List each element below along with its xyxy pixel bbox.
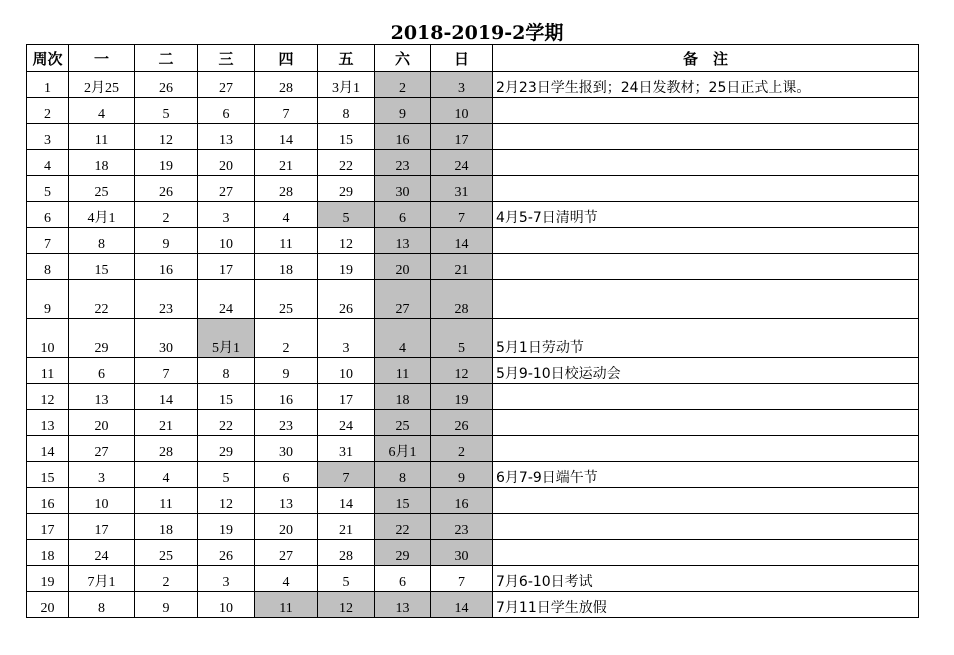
day-cell-sun: 12 xyxy=(431,358,493,384)
note-cell: 7月6-10日考试 xyxy=(493,566,919,592)
day-cell-mon: 2月25 xyxy=(69,72,135,98)
day-cell-thu: 2 xyxy=(255,319,318,358)
note-cell xyxy=(493,228,919,254)
week-number-cell: 16 xyxy=(27,488,69,514)
day-cell-wed: 27 xyxy=(198,72,255,98)
day-cell-sat: 9 xyxy=(375,98,431,124)
week-number-cell: 7 xyxy=(27,228,69,254)
day-cell-mon: 17 xyxy=(69,514,135,540)
day-cell-wed: 5月1 xyxy=(198,319,255,358)
day-cell-tue: 30 xyxy=(135,319,198,358)
week-number-cell: 19 xyxy=(27,566,69,592)
day-cell-fri: 31 xyxy=(318,436,375,462)
day-cell-wed: 26 xyxy=(198,540,255,566)
day-cell-fri: 5 xyxy=(318,566,375,592)
week-number-cell: 15 xyxy=(27,462,69,488)
day-cell-tue: 4 xyxy=(135,462,198,488)
day-cell-sat: 13 xyxy=(375,592,431,618)
day-cell-sat: 22 xyxy=(375,514,431,540)
day-cell-mon: 29 xyxy=(69,319,135,358)
day-cell-mon: 8 xyxy=(69,592,135,618)
note-cell xyxy=(493,410,919,436)
day-cell-mon: 22 xyxy=(69,280,135,319)
week-number-cell: 17 xyxy=(27,514,69,540)
day-cell-wed: 12 xyxy=(198,488,255,514)
day-cell-sat: 18 xyxy=(375,384,431,410)
day-cell-thu: 25 xyxy=(255,280,318,319)
day-cell-thu: 28 xyxy=(255,72,318,98)
note-cell xyxy=(493,254,919,280)
table-row xyxy=(27,566,919,592)
day-cell-sat: 23 xyxy=(375,150,431,176)
day-cell-mon: 7月1 xyxy=(69,566,135,592)
day-cell-sat: 4 xyxy=(375,319,431,358)
header-sat: 六 xyxy=(375,45,431,72)
day-cell-wed: 10 xyxy=(198,592,255,618)
day-cell-thu: 16 xyxy=(255,384,318,410)
header-thu: 四 xyxy=(255,45,318,72)
day-cell-fri: 28 xyxy=(318,540,375,566)
note-cell xyxy=(493,280,919,319)
table-row xyxy=(27,150,919,176)
note-cell: 7月11日学生放假 xyxy=(493,592,919,618)
day-cell-fri: 10 xyxy=(318,358,375,384)
day-cell-tue: 25 xyxy=(135,540,198,566)
day-cell-fri: 8 xyxy=(318,98,375,124)
day-cell-wed: 17 xyxy=(198,254,255,280)
table-row xyxy=(27,176,919,202)
day-cell-sun: 17 xyxy=(431,124,493,150)
day-cell-tue: 21 xyxy=(135,410,198,436)
day-cell-thu: 28 xyxy=(255,176,318,202)
table-row xyxy=(27,592,919,618)
day-cell-sun: 30 xyxy=(431,540,493,566)
table-row xyxy=(27,358,919,384)
header-tue: 二 xyxy=(135,45,198,72)
day-cell-sat: 15 xyxy=(375,488,431,514)
day-cell-sat: 16 xyxy=(375,124,431,150)
day-cell-thu: 9 xyxy=(255,358,318,384)
day-cell-fri: 26 xyxy=(318,280,375,319)
day-cell-thu: 6 xyxy=(255,462,318,488)
day-cell-mon: 27 xyxy=(69,436,135,462)
day-cell-mon: 3 xyxy=(69,462,135,488)
day-cell-fri: 17 xyxy=(318,384,375,410)
table-row xyxy=(27,202,919,228)
day-cell-sat: 8 xyxy=(375,462,431,488)
day-cell-sat: 6 xyxy=(375,202,431,228)
header-notes: 备 注 xyxy=(493,45,919,72)
day-cell-tue: 23 xyxy=(135,280,198,319)
day-cell-sun: 24 xyxy=(431,150,493,176)
day-cell-fri: 14 xyxy=(318,488,375,514)
day-cell-sat: 6 xyxy=(375,566,431,592)
day-cell-fri: 24 xyxy=(318,410,375,436)
header-mon: 一 xyxy=(69,45,135,72)
day-cell-sun: 10 xyxy=(431,98,493,124)
day-cell-mon: 11 xyxy=(69,124,135,150)
day-cell-thu: 4 xyxy=(255,202,318,228)
day-cell-sat: 13 xyxy=(375,228,431,254)
day-cell-tue: 16 xyxy=(135,254,198,280)
day-cell-tue: 26 xyxy=(135,72,198,98)
table-row xyxy=(27,488,919,514)
note-cell: 6月7-9日端午节 xyxy=(493,462,919,488)
day-cell-sun: 14 xyxy=(431,592,493,618)
day-cell-tue: 2 xyxy=(135,566,198,592)
note-cell xyxy=(493,124,919,150)
day-cell-mon: 18 xyxy=(69,150,135,176)
day-cell-wed: 19 xyxy=(198,514,255,540)
calendar-body xyxy=(27,72,919,618)
day-cell-thu: 23 xyxy=(255,410,318,436)
day-cell-wed: 20 xyxy=(198,150,255,176)
week-number-cell: 13 xyxy=(27,410,69,436)
day-cell-sat: 2 xyxy=(375,72,431,98)
day-cell-sun: 5 xyxy=(431,319,493,358)
table-row xyxy=(27,72,919,98)
table-row xyxy=(27,410,919,436)
week-number-cell: 3 xyxy=(27,124,69,150)
table-row xyxy=(27,540,919,566)
note-cell xyxy=(493,514,919,540)
day-cell-sat: 6月1 xyxy=(375,436,431,462)
day-cell-sun: 28 xyxy=(431,280,493,319)
day-cell-tue: 11 xyxy=(135,488,198,514)
day-cell-wed: 22 xyxy=(198,410,255,436)
day-cell-fri: 3 xyxy=(318,319,375,358)
day-cell-thu: 18 xyxy=(255,254,318,280)
week-number-cell: 8 xyxy=(27,254,69,280)
table-row xyxy=(27,280,919,319)
day-cell-wed: 3 xyxy=(198,202,255,228)
table-row xyxy=(27,384,919,410)
day-cell-wed: 15 xyxy=(198,384,255,410)
table-row xyxy=(27,462,919,488)
day-cell-tue: 14 xyxy=(135,384,198,410)
day-cell-fri: 21 xyxy=(318,514,375,540)
day-cell-wed: 29 xyxy=(198,436,255,462)
note-cell xyxy=(493,488,919,514)
week-number-cell: 4 xyxy=(27,150,69,176)
day-cell-tue: 12 xyxy=(135,124,198,150)
note-cell xyxy=(493,540,919,566)
day-cell-mon: 20 xyxy=(69,410,135,436)
note-cell: 5月1日劳动节 xyxy=(493,319,919,358)
day-cell-thu: 11 xyxy=(255,592,318,618)
day-cell-tue: 28 xyxy=(135,436,198,462)
day-cell-mon: 4 xyxy=(69,98,135,124)
day-cell-fri: 15 xyxy=(318,124,375,150)
note-cell: 5月9-10日校运动会 xyxy=(493,358,919,384)
day-cell-sat: 27 xyxy=(375,280,431,319)
header-fri: 五 xyxy=(318,45,375,72)
note-cell xyxy=(493,98,919,124)
day-cell-fri: 19 xyxy=(318,254,375,280)
week-number-cell: 11 xyxy=(27,358,69,384)
day-cell-fri: 5 xyxy=(318,202,375,228)
day-cell-wed: 27 xyxy=(198,176,255,202)
table-row xyxy=(27,436,919,462)
day-cell-sat: 20 xyxy=(375,254,431,280)
day-cell-tue: 18 xyxy=(135,514,198,540)
day-cell-mon: 6 xyxy=(69,358,135,384)
header-row xyxy=(27,45,919,72)
day-cell-wed: 10 xyxy=(198,228,255,254)
day-cell-fri: 22 xyxy=(318,150,375,176)
day-cell-fri: 3月1 xyxy=(318,72,375,98)
day-cell-thu: 27 xyxy=(255,540,318,566)
day-cell-sun: 21 xyxy=(431,254,493,280)
day-cell-sun: 7 xyxy=(431,566,493,592)
header-week: 周次 xyxy=(27,45,69,72)
day-cell-fri: 7 xyxy=(318,462,375,488)
table-row xyxy=(27,124,919,150)
day-cell-tue: 9 xyxy=(135,228,198,254)
day-cell-wed: 24 xyxy=(198,280,255,319)
week-number-cell: 18 xyxy=(27,540,69,566)
day-cell-sun: 31 xyxy=(431,176,493,202)
day-cell-thu: 21 xyxy=(255,150,318,176)
note-cell xyxy=(493,176,919,202)
header-sun: 日 xyxy=(431,45,493,72)
day-cell-tue: 9 xyxy=(135,592,198,618)
day-cell-sat: 30 xyxy=(375,176,431,202)
day-cell-sun: 16 xyxy=(431,488,493,514)
week-number-cell: 6 xyxy=(27,202,69,228)
day-cell-mon: 4月1 xyxy=(69,202,135,228)
day-cell-mon: 25 xyxy=(69,176,135,202)
day-cell-thu: 4 xyxy=(255,566,318,592)
table-row xyxy=(27,98,919,124)
week-number-cell: 20 xyxy=(27,592,69,618)
day-cell-sun: 2 xyxy=(431,436,493,462)
day-cell-thu: 30 xyxy=(255,436,318,462)
day-cell-wed: 6 xyxy=(198,98,255,124)
day-cell-sun: 14 xyxy=(431,228,493,254)
note-cell xyxy=(493,436,919,462)
note-cell xyxy=(493,150,919,176)
day-cell-sun: 3 xyxy=(431,72,493,98)
table-row xyxy=(27,228,919,254)
day-cell-thu: 11 xyxy=(255,228,318,254)
day-cell-thu: 14 xyxy=(255,124,318,150)
day-cell-wed: 8 xyxy=(198,358,255,384)
day-cell-mon: 13 xyxy=(69,384,135,410)
header-wed: 三 xyxy=(198,45,255,72)
day-cell-sat: 29 xyxy=(375,540,431,566)
day-cell-sun: 23 xyxy=(431,514,493,540)
day-cell-wed: 3 xyxy=(198,566,255,592)
week-number-cell: 10 xyxy=(27,319,69,358)
week-number-cell: 12 xyxy=(27,384,69,410)
week-number-cell: 1 xyxy=(27,72,69,98)
note-cell xyxy=(493,384,919,410)
day-cell-sat: 11 xyxy=(375,358,431,384)
day-cell-mon: 8 xyxy=(69,228,135,254)
table-row xyxy=(27,254,919,280)
day-cell-wed: 13 xyxy=(198,124,255,150)
week-number-cell: 14 xyxy=(27,436,69,462)
page-title: 2018-2019-2学期 xyxy=(390,22,564,44)
day-cell-tue: 2 xyxy=(135,202,198,228)
week-number-cell: 5 xyxy=(27,176,69,202)
day-cell-sun: 26 xyxy=(431,410,493,436)
day-cell-tue: 7 xyxy=(135,358,198,384)
table-row xyxy=(27,514,919,540)
day-cell-thu: 7 xyxy=(255,98,318,124)
table-row xyxy=(27,319,919,358)
day-cell-fri: 29 xyxy=(318,176,375,202)
day-cell-sun: 9 xyxy=(431,462,493,488)
day-cell-tue: 19 xyxy=(135,150,198,176)
day-cell-mon: 15 xyxy=(69,254,135,280)
day-cell-thu: 13 xyxy=(255,488,318,514)
day-cell-thu: 20 xyxy=(255,514,318,540)
day-cell-sun: 19 xyxy=(431,384,493,410)
day-cell-tue: 5 xyxy=(135,98,198,124)
day-cell-fri: 12 xyxy=(318,592,375,618)
day-cell-fri: 12 xyxy=(318,228,375,254)
day-cell-mon: 24 xyxy=(69,540,135,566)
week-number-cell: 2 xyxy=(27,98,69,124)
semester-calendar-table xyxy=(26,44,919,618)
day-cell-wed: 5 xyxy=(198,462,255,488)
day-cell-mon: 10 xyxy=(69,488,135,514)
day-cell-sat: 25 xyxy=(375,410,431,436)
day-cell-sun: 7 xyxy=(431,202,493,228)
week-number-cell: 9 xyxy=(27,280,69,319)
day-cell-tue: 26 xyxy=(135,176,198,202)
note-cell: 4月5-7日清明节 xyxy=(493,202,919,228)
note-cell: 2月23日学生报到；24日发教材；25日正式上课。 xyxy=(493,72,919,98)
